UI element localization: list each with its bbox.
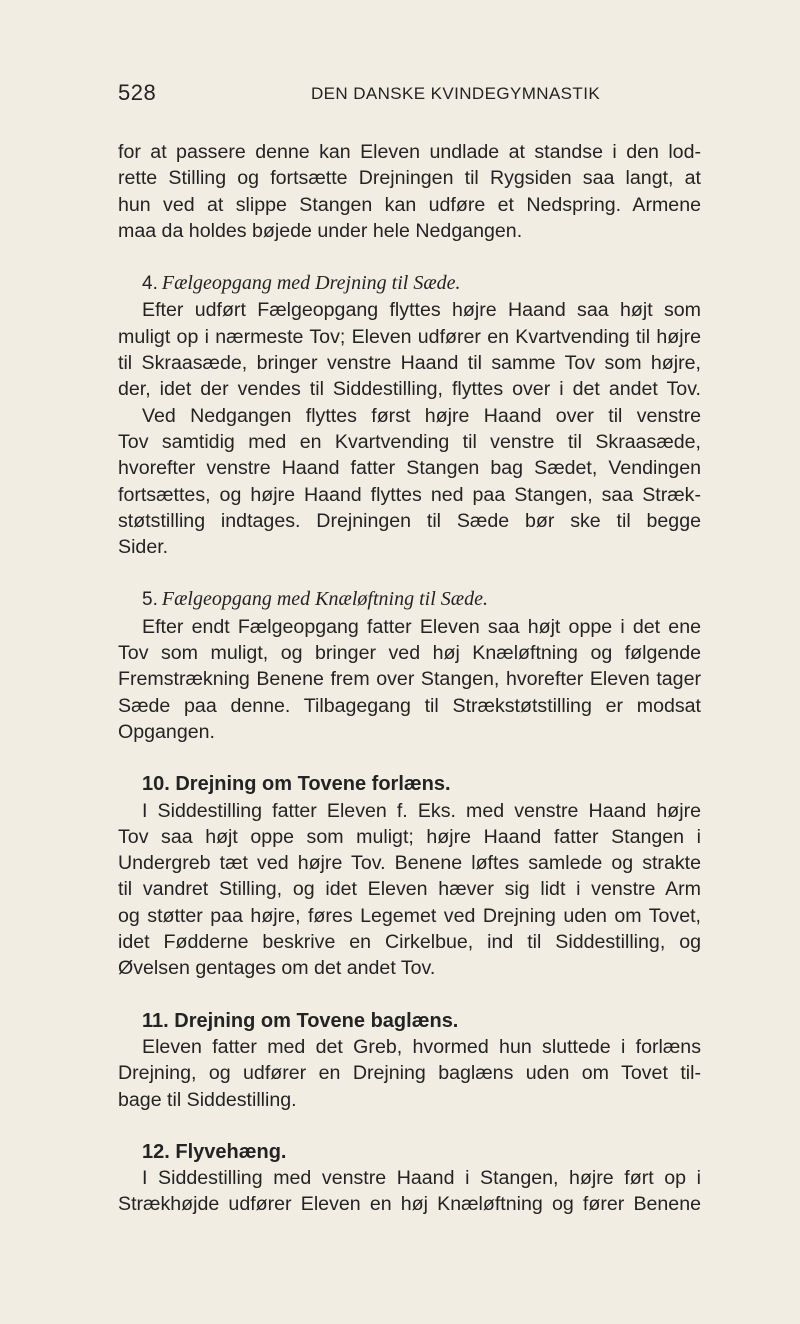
section-heading: 10. Drejning om Tovene forlæns.	[142, 773, 451, 796]
text-line: Tov samtidig med en Kvartvending til venstre til Skraasæde,	[118, 430, 701, 453]
text-line: støtstilling indtages. Drejningen til Sæde bør ske til begge	[118, 509, 701, 532]
text-line: I Siddestilling med venstre Haand i Stangen, højre ført op i	[142, 1167, 701, 1190]
text-line: Eleven fatter med det Greb, hvormed hun sluttede i forlæns	[142, 1035, 701, 1058]
text-line: Øvelsen gentages om det andet Tov.	[118, 957, 436, 980]
running-head: DEN DANSKE KVINDEGYMNASTIK	[311, 84, 601, 103]
text-line: til vandret Stilling, og idet Eleven hæver sig lidt i venstre Arm	[118, 878, 701, 901]
text-line: rette Stilling og fortsætte Drejningen til Rygsiden saa langt, at	[118, 167, 701, 190]
section-heading: 12. Flyvehæng.	[142, 1140, 287, 1163]
section-11	[118, 1008, 701, 1113]
text-line: og støtter paa højre, føres Legemet ved Drejning uden om Tovet,	[118, 904, 701, 927]
section-heading: 11. Drejning om Tovene baglæns.	[142, 1009, 459, 1032]
text-line: til Skraasæde, bringer venstre Haand til samme Tov som højre,	[118, 352, 701, 375]
subsection-number: 5.	[142, 589, 158, 611]
text-line: Sider.	[118, 536, 169, 559]
subsection-heading	[118, 270, 701, 297]
subsection-number: 4.	[142, 273, 158, 295]
subsection-heading	[118, 586, 701, 613]
text-line: Fremstrækning Benene frem over Stangen, hvorefter Eleven tager	[118, 668, 701, 691]
text-line: I Siddestilling fatter Eleven f. Eks. med venstre Haand højre	[142, 799, 701, 822]
section-12	[118, 1139, 701, 1218]
subsection-5	[118, 586, 701, 745]
text-line: for at passere denne kan Eleven undlade at standse i den lod-	[118, 141, 701, 163]
spacer	[118, 982, 701, 1008]
text-line: Drejning, og udfører en Drejning baglæns uden om Tovet til-	[118, 1062, 701, 1085]
paragraph-continued	[118, 139, 701, 244]
text-line: bage til Siddestilling.	[118, 1088, 297, 1111]
text-line: Efter udført Fælgeopgang flyttes højre Haand saa højt som	[142, 299, 701, 322]
text-line: muligt op i nærmeste Tov; Eleven udfører en Kvartvending til højre	[118, 325, 701, 348]
text-line: Strækhøjde udfører Eleven en høj Knæløftning og fører Benene	[118, 1193, 701, 1216]
spacer	[118, 244, 701, 270]
subsection-4	[118, 270, 701, 560]
page-body	[118, 139, 701, 1218]
text-line: Undergreb tæt ved højre Tov. Benene løftes samlede og strakte	[118, 852, 701, 875]
text-line: hvorefter venstre Haand fatter Stangen bag Sædet, Vendingen	[118, 457, 701, 480]
text-line: maa da holdes bøjede under hele Nedgangen.	[118, 219, 523, 242]
spacer	[118, 745, 701, 771]
text-line: fortsættes, og højre Haand flyttes ned paa Stangen, saa Stræk-	[118, 483, 701, 506]
text-line: Ved Nedgangen flyttes først højre Haand over til venstre	[142, 404, 701, 427]
text-line: Tov saa højt oppe som muligt; højre Haand fatter Stangen i	[118, 825, 701, 848]
text-line: Opgangen.	[118, 720, 215, 743]
text-line: idet Fødderne beskrive en Cirkelbue, ind til Siddestilling, og	[118, 931, 701, 954]
page-header	[118, 80, 700, 110]
page-number: 528	[118, 80, 157, 105]
text-line: Sæde paa denne. Tilbagegang til Strækstøtstilling er modsat	[118, 694, 701, 717]
text-line: Tov som muligt, og bringer ved høj Knæløftning og følgende	[118, 642, 701, 665]
subsection-title: Fælgeopgang med Drejning til Sæde.	[161, 272, 461, 295]
text-line: hun ved at slippe Stangen kan udføre et Nedspring. Armene	[118, 193, 701, 216]
subsection-title: Fælgeopgang med Knæløftning til Sæde.	[161, 588, 488, 611]
text-line: Efter endt Fælgeopgang fatter Eleven saa højt oppe i det ene	[142, 615, 701, 638]
text-line: der, idet der vendes til Siddestilling, flyttes over i det andet Tov.	[118, 378, 701, 401]
spacer	[118, 560, 701, 586]
spacer	[118, 1113, 701, 1139]
section-10	[118, 771, 701, 981]
